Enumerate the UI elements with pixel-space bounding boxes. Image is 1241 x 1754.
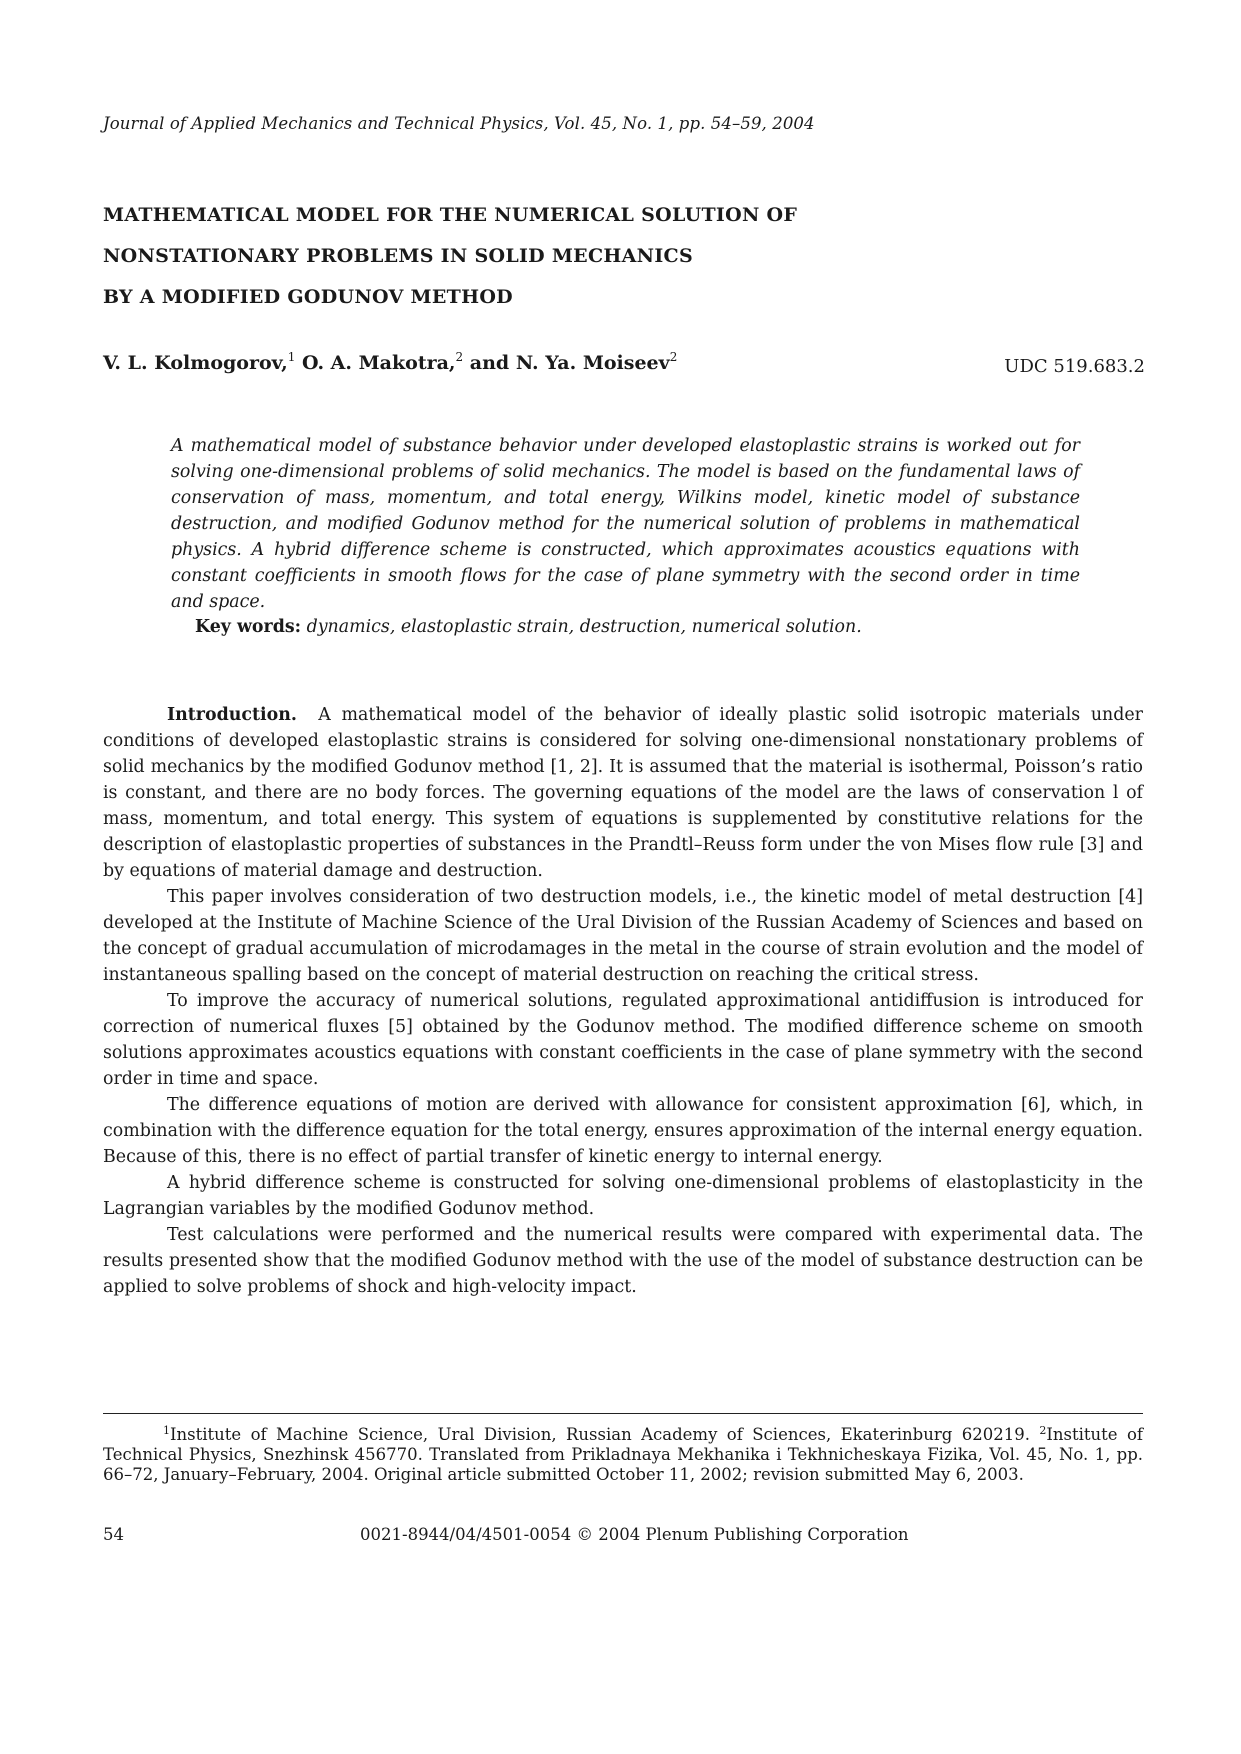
paper-title-line-3: BY A MODIFIED GODUNOV METHOD (103, 286, 513, 308)
paragraph: This paper involves consideration of two destruction models, i.e., the kinetic model of metal destruction [4] developed at the Institute of Machine Science of the Ural Division of the Russian Academy of Sciences and based on the concept of gradual accumulation of microdamages in the metal in the course of strain evolution and the model of instantaneous spalling based on the concept of material destruction on reaching the critical stress. (103, 887, 1143, 985)
author-1: V. L. Kolmogorov, (103, 352, 288, 374)
page-number: 54 (103, 1525, 124, 1544)
udc-code: UDC 519.683.2 (1004, 356, 1145, 377)
body-text (103, 702, 1143, 1300)
abstract: A mathematical model of substance behavior under developed elastoplastic strains is worked out for solving one-dimensional problems of solid mechanics. The model is based on the fundamental laws of conservation of mass, momentum, and total energy, Wilkins model, kinetic model of substance destruction, and modified Godunov method for the numerical solution of problems in mathematical physics. A hybrid difference scheme is constructed, which approximates acoustics equations with constant coefficients in smooth flows for the case of plane symmetry with the second order in time and space. (171, 436, 1080, 612)
footnote-affiliation-2: Institute of Technical Physics, Snezhinsk 456770. Translated from Prikladnaya Mekhanika i Tekhnicheskaya Fizika, Vol. 45, No. 1, pp. 66–72, January–February, 2004. Original article submitted October 11, 2002; revision submitted May 6, 2003. (103, 1425, 1143, 1484)
paragraph: The difference equations of motion are derived with allowance for consistent approximation [6], which, in combination with the difference equation for the total energy, ensures approximation of the internal energy equation. Because of this, there is no effect of partial transfer of kinetic energy to internal energy. (103, 1095, 1143, 1167)
journal-citation: Journal of Applied Mechanics and Technical Physics, Vol. 45, No. 1, pp. 54–59, 2004 (103, 114, 815, 133)
introduction-heading: Introduction. (167, 705, 297, 725)
author-2-affiliation: 2 (455, 350, 464, 364)
paragraph: Test calculations were performed and the numerical results were compared with experimental data. The results presented show that the modified Godunov method with the use of the model of substance destruction can be applied to solve problems of shock and high-velocity impact. (103, 1225, 1143, 1297)
author-3: and N. Ya. Moiseev (463, 352, 670, 374)
introduction-text: A mathematical model of the behavior of ideally plastic solid isotropic materials under conditions of developed elastoplastic strains is considered for solving one-dimensional nonstationary problems of solid mechanics by the modified Godunov method [1, 2]. It is assumed that the material is isothermal, Poisson’s ratio is constant, and there are no body forces. The governing equations of the model are the laws of conservation l of mass, momentum, and total energy. This system of equations is supplemented by constitutive relations for the description of elastoplastic properties of substances in the Prandtl–Reuss form under the von Mises flow rule [3] and by equations of material damage and destruction. (103, 705, 1144, 881)
footnote (103, 1421, 1143, 1485)
footnote-affiliation-1: Institute of Machine Science, Ural Division, Russian Academy of Sciences, Ekaterinburg 620219. (170, 1425, 1040, 1444)
author-list (103, 350, 677, 374)
keywords-label: Key words: (195, 617, 302, 637)
copyright-line: 0021-8944/04/4501-0054 © 2004 Plenum Publishing Corporation (360, 1525, 909, 1544)
footnote-divider (103, 1413, 1143, 1414)
paper-title-line-2: NONSTATIONARY PROBLEMS IN SOLID MECHANICS (103, 245, 693, 267)
footnote-mark-1: 1 (163, 1424, 170, 1437)
paper-title-line-1: MATHEMATICAL MODEL FOR THE NUMERICAL SOLUTION OF (103, 204, 798, 226)
paragraph: To improve the accuracy of numerical solutions, regulated approximational antidiffusion is introduced for correction of numerical fluxes [5] obtained by the Godunov method. The modified difference scheme on smooth solutions approximates acoustics equations with constant coefficients in the case of plane symmetry with the second order in time and space. (103, 991, 1143, 1089)
footnote-mark-2: 2 (1039, 1424, 1047, 1437)
keywords (195, 617, 862, 637)
author-1-affiliation: 1 (287, 350, 296, 364)
author-2: O. A. Makotra, (295, 352, 456, 374)
paragraph: A hybrid difference scheme is constructed for solving one-dimensional problems of elastoplasticity in the Lagrangian variables by the modified Godunov method. (103, 1173, 1143, 1219)
author-3-affiliation: 2 (669, 350, 678, 364)
paragraph-introduction (103, 702, 1143, 884)
keywords-value: dynamics, elastoplastic strain, destruction, numerical solution. (306, 617, 862, 637)
